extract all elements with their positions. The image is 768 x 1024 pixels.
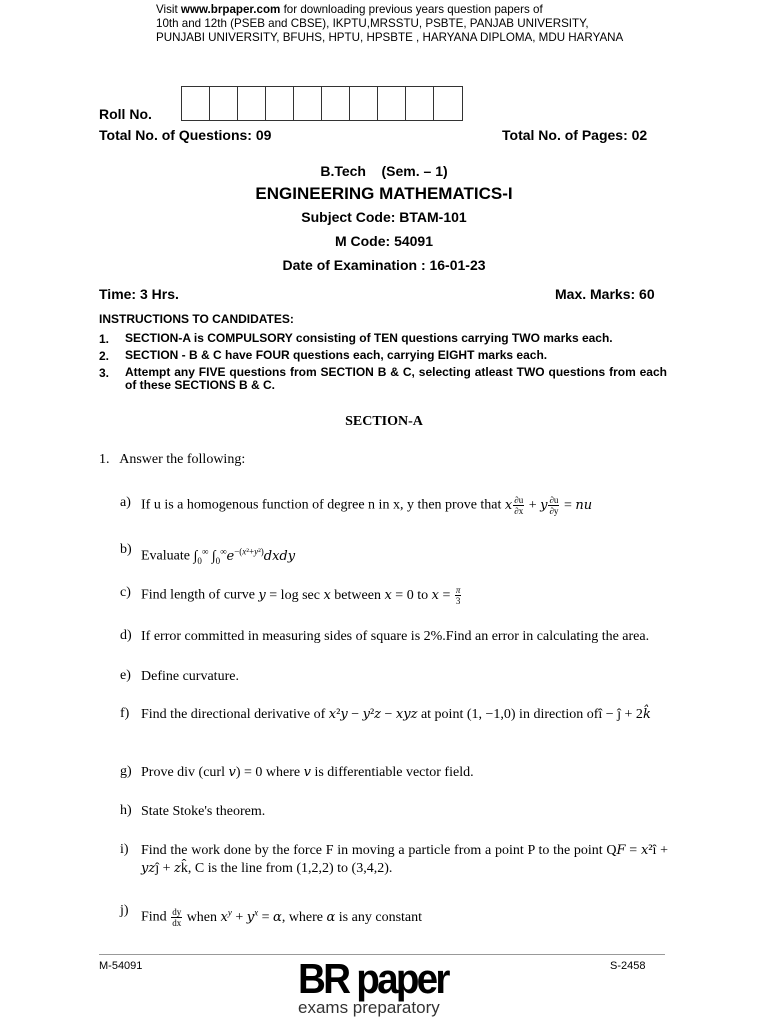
question-1: 1. Answer the following: — [99, 452, 246, 467]
section-a-title: SECTION-A — [345, 414, 423, 429]
formula-f: x²y − y²z − xyz at point (1, −1,0) in direction ofî − ĵ + 2k̂ — [328, 707, 651, 722]
roll-box — [294, 87, 322, 120]
exam-date: Date of Examination : 16-01-23 — [282, 257, 486, 273]
banner-line-1: Visit www.brpaper.com for downloading previous years question papers of — [156, 3, 543, 16]
roll-box — [406, 87, 434, 120]
question-part-f: f) Find the directional derivative of x²y − y²z − xyz at point (1, −1,0) in direction ofî − ĵ + 2k̂ — [120, 706, 651, 722]
brpaper-logo: BR paper — [298, 955, 448, 1002]
question-part-a: a) If u is a homogenous function of degree n in x, y then prove that x $\frac{\partial u}{\partial x}$ + y $\frac{\partial u}{\partial y}$ = nu — [120, 495, 593, 516]
subject-code: Subject Code: BTAM-101 — [301, 209, 467, 225]
question-part-d: d) If error committed in measuring sides of square is 2%.Find an error in calculating the area. — [120, 628, 650, 644]
m-code: M Code: 54091 — [334, 233, 434, 249]
formula-b: $\int_0^\infty$ $\int_0^\infty e^{-(x^2+y^2)}dxdy$ — [193, 546, 296, 566]
question-part-c: c) Find length of curve y = log sec x between x = 0 to x = $\frac{\pi}{3}$ — [120, 585, 461, 606]
course-semester: B.Tech (Sem. – 1) — [320, 163, 448, 179]
question-part-i: i) Find the work done by the force F in moving a particle from a point P to the point QF = x²î + yzĵ + zk̂, C is the line from (1,2,2) to (3,4,2). — [120, 842, 669, 876]
roll-box — [210, 87, 238, 120]
total-questions: Total No. of Questions: 09 — [99, 127, 272, 143]
subject-title: ENGINEERING MATHEMATICS-I — [255, 184, 513, 203]
roll-number-boxes — [181, 86, 463, 121]
question-part-j: j) Find $\frac{dy}{dx}$ when $x^y + y^x = \alpha$, where α is any constant — [120, 903, 423, 928]
formula-j: $\frac{dy}{dx}$ when $x^y + y^x = \alpha$, where α is any constant — [172, 906, 423, 928]
formula-g: v) = 0 where v is differentiable vector field. — [228, 765, 474, 780]
roll-box — [238, 87, 266, 120]
roll-box — [378, 87, 406, 120]
formula-c: y = log sec x between x = 0 to x = $\frac{\pi}{3}$ — [258, 585, 461, 606]
formula-a: x $\frac{\partial u}{\partial x}$ + y $\frac{\partial u}{\partial y}$ = nu — [504, 495, 593, 516]
roll-box — [266, 87, 294, 120]
banner-line-2: 10th and 12th (PSEB and CBSE), IKPTU,MRSSTU, PSBTE, PANJAB UNIVERSITY, — [156, 17, 589, 30]
question-part-h: h) State Stoke's theorem. — [120, 803, 266, 819]
banner-site-link[interactable]: www.brpaper.com — [180, 3, 281, 16]
banner-line-3: PUNJABI UNIVERSITY, BFUHS, HPTU, HPSBTE , HARYANA DIPLOMA, MDU HARYANA — [156, 31, 624, 44]
site-banner — [156, 3, 716, 45]
footer-m-code: M-54091 — [99, 960, 143, 972]
formula-i: F = x²î + yzĵ + zk̂, C is the line from (1,2,2) to (3,4,2). — [141, 843, 669, 876]
roll-number-label: Roll No. — [99, 106, 152, 122]
roll-box — [322, 87, 350, 120]
roll-box — [350, 87, 378, 120]
footer-s-code: S-2458 — [610, 960, 646, 972]
question-part-g: g) Prove div (curl v) = 0 where v is differentiable vector field. — [120, 764, 474, 780]
brpaper-tagline: exams preparatory — [298, 998, 440, 1017]
question-part-b: b) Evaluate $\int_0^\infty$ $\int_0^\infty e^{-(x^2+y^2)}dxdy$ — [120, 542, 296, 566]
question-part-e: e) Define curvature. — [120, 668, 239, 684]
max-marks: Max. Marks: 60 — [555, 286, 655, 302]
instructions-title: INSTRUCTIONS TO CANDIDATES: — [99, 312, 294, 326]
roll-box — [182, 87, 210, 120]
total-pages: Total No. of Pages: 02 — [502, 127, 648, 143]
roll-box — [434, 87, 462, 120]
exam-time: Time: 3 Hrs. — [99, 286, 179, 302]
